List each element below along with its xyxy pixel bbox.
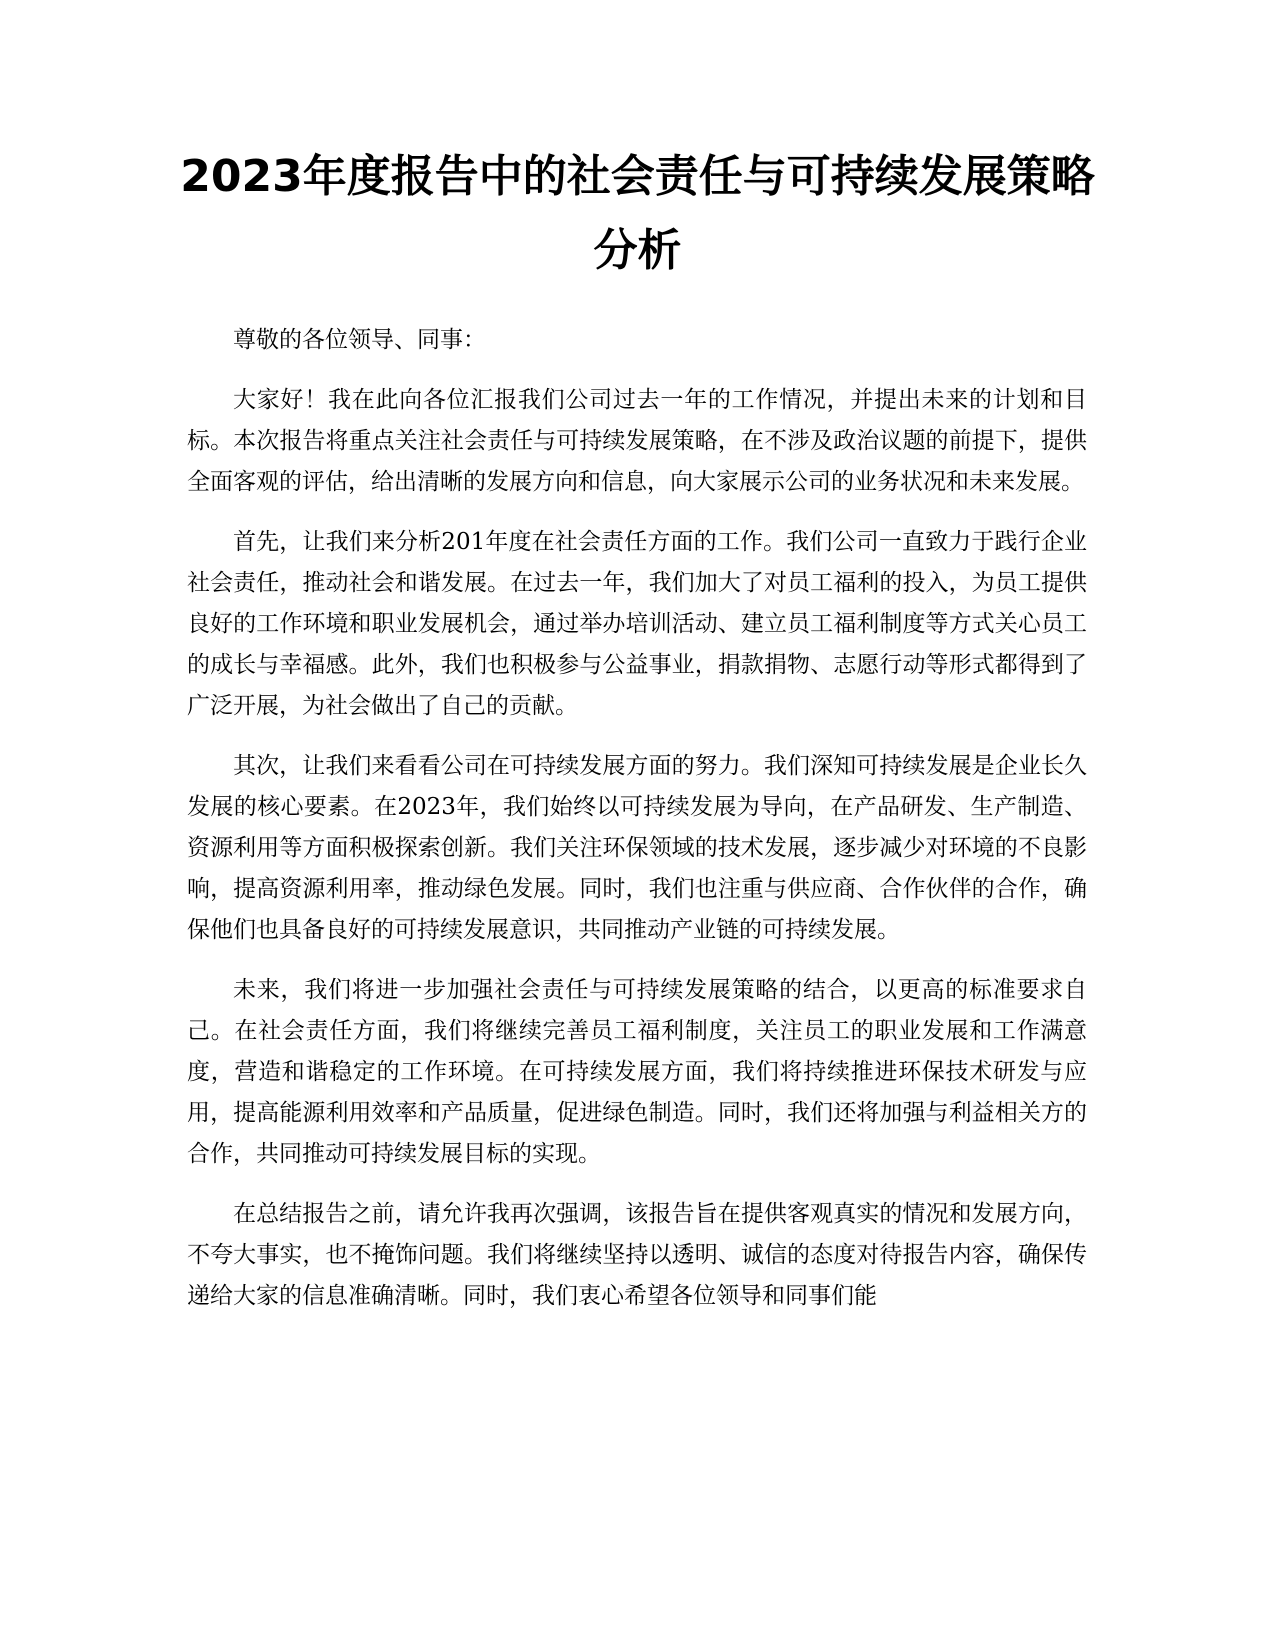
document-body [187, 320, 1087, 1336]
paragraph-future-plans: 未来，我们将进一步加强社会责任与可持续发展策略的结合，以更高的标准要求自己。在社会责任方面，我们将继续完善员工福利制度，关注员工的职业发展和工作满意度，营造和谐稳定的工作环境。在可持续发展方面，我们将持续推进环保技术研发与应用，提高能源利用效率和产品质量，促进绿色制造。同时，我们还将加强与利益相关方的合作，共同推动可持续发展目标的实现。 [187, 977, 1087, 1167]
paragraph-greeting: 大家好！我在此向各位汇报我们公司过去一年的工作情况，并提出未来的计划和目标。本次报告将重点关注社会责任与可持续发展策略，在不涉及政治议题的前提下，提供全面客观的评估，给出清晰的发展方向和信息，向大家展示公司的业务状况和未来发展。 [187, 387, 1087, 495]
document-title: 2023年度报告中的社会责任与可持续发展策略分析 [180, 151, 1095, 276]
paragraph-sustainability: 其次，让我们来看看公司在可持续发展方面的努力。我们深知可持续发展是企业长久发展的核心要素。在2023年，我们始终以可持续发展为导向，在产品研发、生产制造、资源利用等方面积极探索创新。我们关注环保领域的技术发展，逐步减少对环境的不良影响，提高资源利用率，推动绿色发展。同时，我们也注重与供应商、合作伙伴的合作，确保他们也具备良好的可持续发展意识，共同推动产业链的可持续发展。 [187, 753, 1087, 943]
paragraph-social-responsibility: 首先，让我们来分析201年度在社会责任方面的工作。我们公司一直致力于践行企业社会责任，推动社会和谐发展。在过去一年，我们加大了对员工福利的投入，为员工提供良好的工作环境和职业发展机会，通过举办培训活动、建立员工福利制度等方式关心员工的成长与幸福感。此外，我们也积极参与公益事业，捐款捐物、志愿行动等形式都得到了广泛开展，为社会做出了自己的贡献。 [187, 529, 1087, 719]
paragraph-summary: 在总结报告之前，请允许我再次强调，该报告旨在提供客观真实的情况和发展方向，不夸大事实，也不掩饰问题。我们将继续坚持以透明、诚信的态度对待报告内容，确保传递给大家的信息准确清晰。同时，我们衷心希望各位领导和同事们能 [187, 1201, 1087, 1309]
paragraph-salutation: 尊敬的各位领导、同事： [233, 327, 486, 353]
